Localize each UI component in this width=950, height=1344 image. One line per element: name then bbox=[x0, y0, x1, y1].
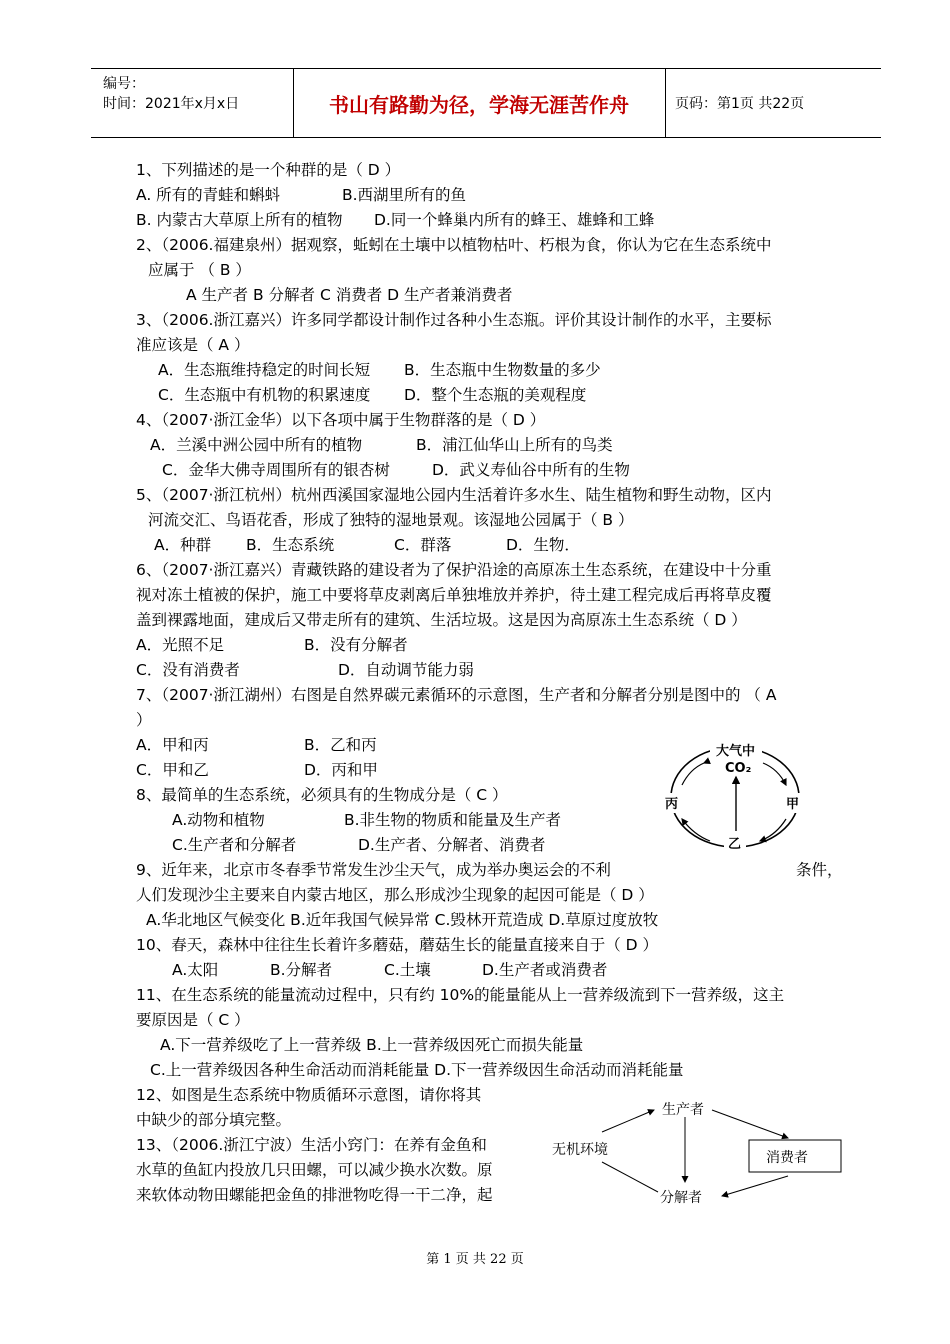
text-line: D．武义寿仙谷中所有的生物 bbox=[432, 461, 630, 479]
arrow-right-top bbox=[763, 763, 786, 785]
text-line: ） bbox=[136, 711, 152, 729]
text-line: 11、在生态系统的能量流动过程中，只有约 10%的能量能从上一营养级流到下一营养级，这主 bbox=[136, 986, 785, 1004]
label-co2: CO₂ bbox=[725, 761, 752, 776]
text-line: A. 所有的青蛙和蝌蚪 bbox=[136, 186, 281, 204]
text-line: 8、最简单的生态系统，必须具有的生物成分是（ C ） bbox=[136, 786, 508, 804]
text-line: 条件， bbox=[796, 861, 843, 879]
text-line: D．整个生态瓶的美观程度 bbox=[404, 386, 587, 404]
text-line: B.分解者 bbox=[270, 961, 333, 979]
text-line: 要原因是（ C ） bbox=[136, 1011, 250, 1029]
text-line: 来软体动物田螺能把金鱼的排泄物吃得一干二净，起 bbox=[136, 1186, 493, 1204]
carbon-cycle-figure bbox=[660, 735, 810, 860]
page-header bbox=[91, 68, 881, 138]
text-line: C．生态瓶中有机物的积累速度 bbox=[158, 386, 371, 404]
label-consumer: 消费者 bbox=[766, 1150, 808, 1166]
label-producer: 生产者 bbox=[662, 1102, 704, 1118]
text-line: 应属于 （ B ） bbox=[148, 261, 251, 279]
text-line: C.生产者和分解者 bbox=[172, 836, 297, 854]
time-label: 时间：2021年x月x日 bbox=[103, 96, 240, 112]
text-line: 13、（2006.浙江宁波）生活小窍门：在养有金鱼和 bbox=[136, 1136, 487, 1154]
text-line: B．生态系统 bbox=[246, 536, 335, 554]
text-line: D．自动调节能力弱 bbox=[338, 661, 474, 679]
text-line: 2、（2006.福建泉州）据观察，蚯蚓在土壤中以植物枯叶、朽根为食，你认为它在生态系统中 bbox=[136, 236, 772, 254]
text-line: 视对冻土植被的保护，施工中要将草皮剥离后单独堆放并养护，待土建工程完成后再将草皮覆 bbox=[136, 586, 772, 604]
text-line: 3、（2006.浙江嘉兴）许多同学都设计制作过各种小生态瓶。评价其设计制作的水平，主要标 bbox=[136, 311, 772, 329]
text-line: B. 内蒙古大草原上所有的植物 bbox=[136, 211, 343, 229]
text-line: 4、（2007·浙江金华）以下各项中属于生物群落的是（ D ） bbox=[136, 411, 546, 429]
label-decomposer: 分解者 bbox=[660, 1190, 702, 1206]
label-env: 无机环境 bbox=[552, 1142, 608, 1158]
text-line: A.下一营养级吃了上一营养级 B.上一营养级因死亡而损失能量 bbox=[160, 1036, 584, 1054]
label-yi: 乙 bbox=[728, 837, 742, 852]
text-line: A.华北地区气候变化 B.近年我国气候异常 C.毁林开荒造成 D.草原过度放牧 bbox=[146, 911, 659, 929]
label-bing: 丙 bbox=[665, 797, 679, 812]
text-line: B．没有分解者 bbox=[304, 636, 408, 654]
text-line: C．金华大佛寺周围所有的银杏树 bbox=[162, 461, 390, 479]
text-line: C．甲和乙 bbox=[136, 761, 209, 779]
text-line: 7、（2007·浙江湖州）右图是自然界碳元素循环的示意图，生产者和分解者分别是图中的 （ A bbox=[136, 686, 777, 704]
text-line: B.非生物的物质和能量及生产者 bbox=[344, 811, 562, 829]
text-line: C．没有消费者 bbox=[136, 661, 240, 679]
text-line: A．兰溪中洲公园中所有的植物 bbox=[150, 436, 363, 454]
header-motto-cell bbox=[293, 69, 666, 137]
text-line: A．种群 bbox=[154, 536, 212, 554]
text-line: 准应该是（ A ） bbox=[136, 336, 250, 354]
text-line: 盖到裸露地面，建成后又带走所有的建筑、生活垃圾。这是因为高原冻土生态系统（ D ） bbox=[136, 611, 747, 629]
header-page-cell bbox=[665, 69, 881, 137]
arrow-consumer-to-decomposer bbox=[722, 1176, 788, 1196]
text-line: A.动物和植物 bbox=[172, 811, 265, 829]
arrow-producer-to-consumer bbox=[712, 1110, 788, 1138]
text-line: A．甲和丙 bbox=[136, 736, 209, 754]
text-line: D．丙和甲 bbox=[304, 761, 378, 779]
text-line: D.同一个蜂巢内所有的蜂王、雄蜂和工蜂 bbox=[374, 211, 655, 229]
motto: 书山有路勤为径，学海无涯苦作舟 bbox=[329, 92, 629, 117]
text-line: B．乙和丙 bbox=[304, 736, 377, 754]
text-line: 5、（2007·浙江杭州）杭州西溪国家湿地公园内生活着许多水生、陆生植物和野生动物，区内 bbox=[136, 486, 772, 504]
page-footer: 第 1 页 共 22 页 bbox=[426, 1252, 524, 1267]
text-line: B．生态瓶中生物数量的多少 bbox=[404, 361, 601, 379]
text-line: 水草的鱼缸内投放几只田螺，可以减少换水次数。原 bbox=[136, 1161, 493, 1179]
text-line: A 生产者 B 分解者 C 消费者 D 生产者兼消费者 bbox=[186, 286, 513, 304]
text-line: 12、如图是生态系统中物质循环示意图，请你将其 bbox=[136, 1086, 482, 1104]
text-line: 河流交汇、鸟语花香，形成了独特的湿地景观。该湿地公园属于（ B ） bbox=[148, 511, 634, 529]
text-line: 9、近年来，北京市冬春季节常发生沙尘天气，成为举办奥运会的不利 bbox=[136, 861, 611, 879]
text-line: C.上一营养级因各种生命活动而消耗能量 D.下一营养级因生命活动而消耗能量 bbox=[150, 1061, 684, 1079]
text-line: 中缺少的部分填完整。 bbox=[136, 1111, 292, 1129]
text-line: 1、下列描述的是一个种群的是（ D ） bbox=[136, 161, 401, 179]
arrow-decomposer-to-env bbox=[602, 1162, 658, 1192]
text-line: A．光照不足 bbox=[136, 636, 225, 654]
text-line: D.生产者或消费者 bbox=[482, 961, 608, 979]
text-line: 人们发现沙尘主要来自内蒙古地区，那么形成沙尘现象的起因可能是（ D ） bbox=[136, 886, 654, 904]
arrow-env-to-producer bbox=[602, 1110, 654, 1132]
text-line: D.生产者、分解者、消费者 bbox=[358, 836, 546, 854]
text-line: D．生物． bbox=[506, 536, 580, 554]
text-line: C.土壤 bbox=[384, 961, 431, 979]
text-line: 10、春天，森林中往往生长着许多蘑菇，蘑菇生长的能量直接来自于（ D ） bbox=[136, 936, 659, 954]
label-jia: 甲 bbox=[786, 797, 800, 812]
text-line: C．群落 bbox=[394, 536, 452, 554]
number-label: 编号： bbox=[103, 76, 145, 92]
text-line: B．浦江仙华山上所有的鸟类 bbox=[416, 436, 613, 454]
page-info: 页码：第1页 共22页 bbox=[675, 96, 805, 112]
text-line: B.西湖里所有的鱼 bbox=[342, 186, 467, 204]
header-meta-cell bbox=[91, 69, 294, 137]
text-line: A.太阳 bbox=[172, 961, 219, 979]
label-atmosphere: 大气中 bbox=[716, 744, 756, 759]
text-line: A．生态瓶维持稳定的时间长短 bbox=[158, 361, 371, 379]
material-cycle-figure bbox=[550, 1092, 850, 1212]
text-line: 6、（2007·浙江嘉兴）青藏铁路的建设者为了保护沿途的高原冻土生态系统，在建设中十分重 bbox=[136, 561, 772, 579]
